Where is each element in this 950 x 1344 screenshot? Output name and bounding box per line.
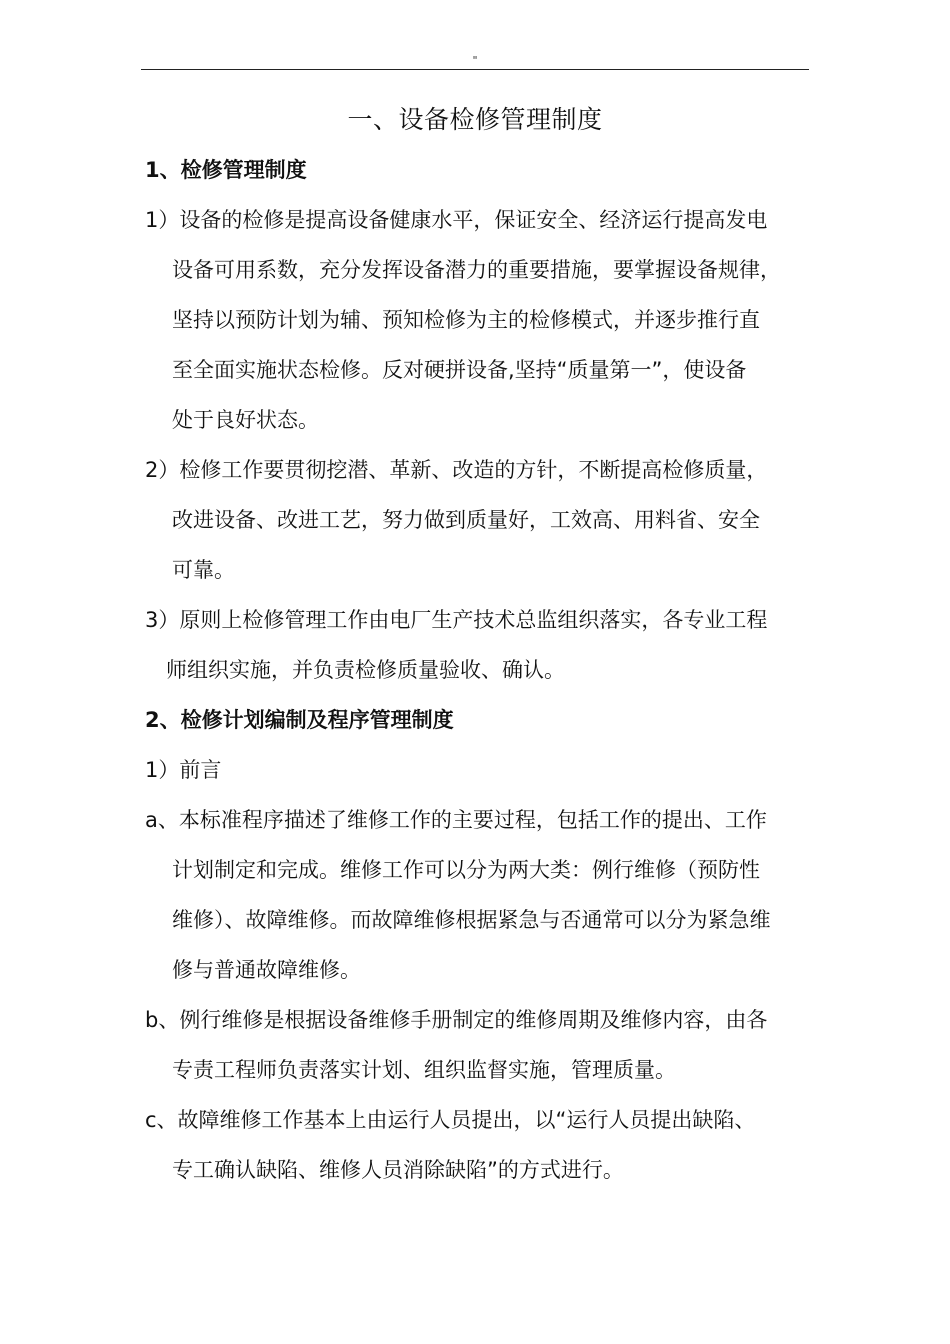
document-title: 一、设备检修管理制度 — [347, 105, 603, 134]
section-heading: 2、检修计划编制及程序管理制度 — [145, 708, 454, 732]
header-rule — [141, 69, 809, 70]
document-body — [145, 145, 815, 1195]
paragraph-line: c、故障维修工作基本上由运行人员提出，以“运行人员提出缺陷、 — [145, 1108, 756, 1132]
paragraph — [145, 995, 815, 1095]
paragraph — [145, 195, 815, 445]
paragraph-line: 改进设备、改进工艺，努力做到质量好，工效高、用料省、安全 — [172, 508, 760, 532]
paragraph-line: 3）原则上检修管理工作由电厂生产技术总监组织落实，各专业工程 — [145, 608, 768, 632]
paragraph-line: 1）前言 — [145, 758, 222, 782]
paragraph-line: 1）设备的检修是提高设备健康水平，保证安全、经济运行提高发电 — [145, 208, 768, 232]
paragraph-line: 可靠。 — [172, 558, 235, 582]
paragraph-line: 2）检修工作要贯彻挖潜、革新、改造的方针，不断提高检修质量， — [145, 458, 768, 482]
paragraph — [145, 445, 815, 595]
paragraph-line: 设备可用系数，充分发挥设备潜力的重要措施，要掌握设备规律， — [172, 258, 781, 282]
paragraph-line: 维修）、故障维修。而故障维修根据紧急与否通常可以分为紧急维 — [172, 908, 771, 932]
paragraph-line: 坚持以预防计划为辅、预知检修为主的检修模式，并逐步推行直 — [172, 308, 760, 332]
section-heading: 1、检修管理制度 — [145, 158, 307, 182]
paragraph-line: 专工确认缺陷、维修人员消除缺陷”的方式进行。 — [172, 1158, 624, 1182]
paragraph-line: b、例行维修是根据设备维修手册制定的维修周期及维修内容，由各 — [145, 1008, 768, 1032]
paragraph-line: 修与普通故障维修。 — [172, 958, 361, 982]
paragraph-line: a、本标准程序描述了维修工作的主要过程，包括工作的提出、工作 — [145, 808, 767, 832]
paragraph — [145, 745, 815, 795]
paragraph — [145, 595, 815, 695]
paragraph-line: 专责工程师负责落实计划、组织监督实施，管理质量。 — [172, 1058, 676, 1082]
paragraph-line: 师组织实施，并负责检修质量验收、确认。 — [166, 658, 565, 682]
paragraph — [145, 1095, 815, 1195]
header-mark: " — [472, 54, 478, 67]
paragraph-line: 处于良好状态。 — [172, 408, 319, 432]
paragraph-line: 计划制定和完成。维修工作可以分为两大类：例行维修（预防性 — [172, 858, 760, 882]
paragraph-line: 至全面实施状态检修。反对硬拼设备,坚持“质量第一”，使设备 — [172, 358, 747, 382]
paragraph — [145, 795, 815, 995]
